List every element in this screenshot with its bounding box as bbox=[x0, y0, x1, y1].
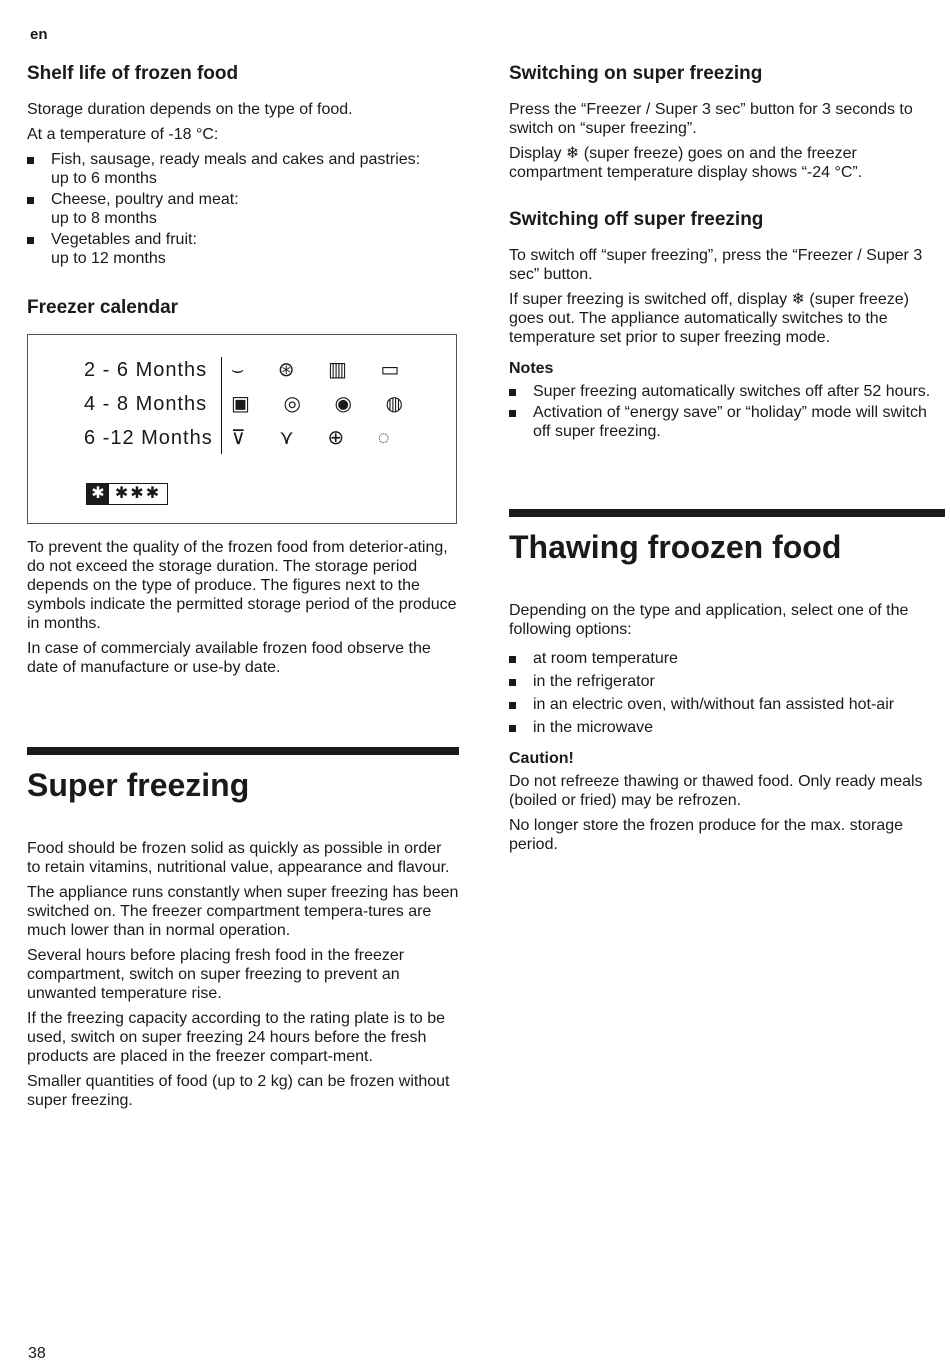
shelf-life-section bbox=[27, 62, 459, 268]
list-item: Vegetables and fruit: up to 12 months bbox=[27, 230, 459, 268]
caution-paragraph: No longer store the frozen produce for the max. storage period. bbox=[509, 817, 903, 853]
food-icons-row: ▣ ◎ ◉ ◍ bbox=[231, 393, 417, 415]
super-freezing-paragraph: Smaller quantities of food (up to 2 kg) can be frozen without super freezing. bbox=[27, 1073, 450, 1109]
freezer-calendar-section bbox=[27, 296, 459, 677]
bullet-icon bbox=[27, 237, 34, 244]
switch-on-paragraph: Display ❄ (super freeze) goes on and the freezer compartment temperature display shows “-24 °C”. bbox=[509, 145, 863, 181]
list-item: in an electric oven, with/without fan assisted hot-air bbox=[509, 695, 945, 714]
shelf-life-temperature: At a temperature of -18 °C: bbox=[27, 126, 219, 143]
list-item: Cheese, poultry and meat: up to 8 months bbox=[27, 190, 459, 228]
switch-off-heading: Switching off super freezing bbox=[509, 209, 764, 230]
list-item: in the microwave bbox=[509, 718, 945, 737]
notes-heading: Notes bbox=[509, 360, 554, 377]
switch-off-paragraph: If super freezing is switched off, display ❄ (super freeze) goes out. The appliance automatically switches to the temperature set prior to super freezing mode. bbox=[509, 291, 909, 346]
section-rule bbox=[509, 509, 945, 517]
switch-off-section bbox=[509, 208, 945, 347]
bullet-icon bbox=[27, 157, 34, 164]
list-item: Fish, sausage, ready meals and cakes and pastries: up to 6 months bbox=[27, 150, 459, 188]
bullet-icon bbox=[509, 389, 516, 396]
notes-section bbox=[509, 359, 945, 441]
right-column bbox=[509, 62, 945, 860]
language-code: en bbox=[30, 26, 48, 43]
list-item: Super freezing automatically switches off after 52 hours. bbox=[509, 382, 945, 401]
bullet-icon bbox=[27, 197, 34, 204]
notes-list bbox=[509, 382, 945, 441]
list-item: Activation of “energy save” or “holiday” mode will switch off super freezing. bbox=[509, 403, 945, 441]
freezer-calendar-figure bbox=[27, 334, 457, 524]
bullet-icon bbox=[509, 725, 516, 732]
bullet-icon bbox=[509, 656, 516, 663]
switch-on-section bbox=[509, 62, 945, 182]
section-rule bbox=[27, 747, 459, 755]
bullet-icon bbox=[509, 410, 516, 417]
shelf-life-list bbox=[27, 150, 459, 268]
freezer-calendar-heading: Freezer calendar bbox=[27, 297, 179, 318]
super-freezing-section bbox=[27, 747, 459, 1110]
super-freezing-heading: Super freezing bbox=[27, 767, 250, 803]
thawing-options-list bbox=[509, 649, 945, 737]
super-freezing-paragraph: Food should be frozen solid as quickly as possible in order to retain vitamins, nutritional value, appearance and flavour. bbox=[27, 840, 450, 876]
thawing-heading: Thawing froozen food bbox=[509, 529, 842, 565]
thawing-intro: Depending on the type and application, select one of the following options: bbox=[509, 602, 909, 638]
caution-heading: Caution! bbox=[509, 750, 574, 767]
switch-off-paragraph: To switch off “super freezing”, press the “Freezer / Super 3 sec” button. bbox=[509, 247, 923, 283]
shelf-life-heading: Shelf life of frozen food bbox=[27, 63, 239, 84]
calendar-paragraph: To prevent the quality of the frozen food from deterior-ating, do not exceed the storage duration. The storage period depends on the type of produce. The figures next to the symbols indicate the permitted storage period of the produce in months. bbox=[27, 539, 457, 632]
calendar-row: 4 - 8 Months bbox=[84, 393, 208, 415]
list-item: in the refrigerator bbox=[509, 672, 945, 691]
bullet-icon bbox=[509, 702, 516, 709]
calendar-row: 2 - 6 Months bbox=[84, 359, 208, 381]
calendar-divider bbox=[221, 357, 222, 454]
super-freezing-paragraph: Several hours before placing fresh food in the freezer compartment, switch on super freezing to prevent an unwanted temperature rise. bbox=[27, 947, 405, 1002]
list-item: at room temperature bbox=[509, 649, 945, 668]
bullet-icon bbox=[509, 679, 516, 686]
caution-paragraph: Do not refreeze thawing or thawed food. Only ready meals (boiled or fried) may be refrozen. bbox=[509, 773, 923, 809]
switch-on-heading: Switching on super freezing bbox=[509, 63, 763, 84]
food-icons-row: ⌣ ⊛ ▥ ▭ bbox=[231, 359, 414, 381]
super-freezing-paragraph: If the freezing capacity according to the rating plate is to be used, switch on super freezing 24 hours before the fresh products are placed in the freezer compart-ment. bbox=[27, 1010, 446, 1065]
food-icons-row: ⊽ ⋎ ⊕ ◌ bbox=[231, 427, 404, 449]
super-freezing-paragraph: The appliance runs constantly when super freezing has been switched on. The freezer compartment tempera-tures are much lower than in normal operation. bbox=[27, 884, 459, 939]
shelf-life-intro: Storage duration depends on the type of food. bbox=[27, 101, 353, 118]
page-number: 38 bbox=[28, 1345, 46, 1362]
freezer-stars-icon: ✱ ✱✱✱ bbox=[86, 483, 168, 505]
thawing-section bbox=[509, 509, 945, 854]
left-column bbox=[27, 62, 459, 1116]
calendar-paragraph: In case of commercialy available frozen food observe the date of manufacture or use-by date. bbox=[27, 640, 431, 676]
calendar-row: 6 -12 Months bbox=[84, 427, 213, 449]
switch-on-paragraph: Press the “Freezer / Super 3 sec” button for 3 seconds to switch on “super freezing”. bbox=[509, 101, 913, 137]
